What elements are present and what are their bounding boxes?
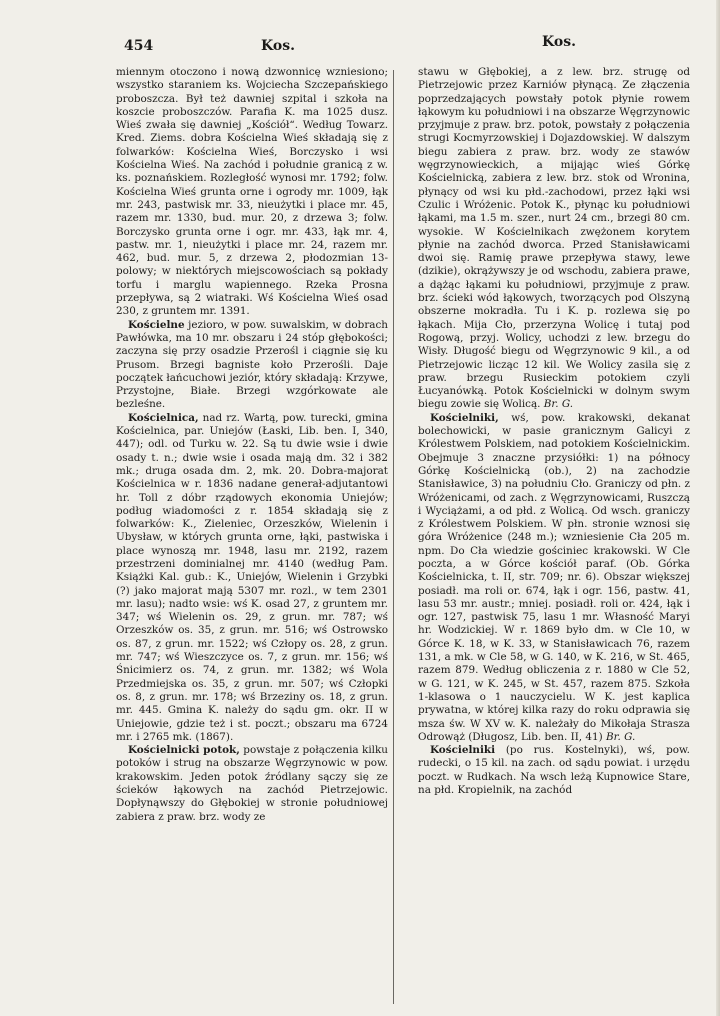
page-number: 454 <box>124 38 154 54</box>
entry-text: powstaje z połączenia kilku potoków i strug na obszarze Węgrzynowic w pow. krakowskim. Jeden potok źródlany sączy się ze ścieków łąkowych na zachód Pietrzejowic. Dopłynąwszy do Głębokiej w stronie południowej zabiera z praw. brz. wody ze <box>116 744 388 823</box>
entry-paragraph <box>116 412 388 744</box>
paragraph-continuation <box>116 66 388 319</box>
entry-text: (po rus. Kostelnyki), wś, pow. rudecki, o 15 kil. na zach. od sądu powiat. i urzędu poczt. w Rudkach. Na wsch leżą Kupnowice Stare, na płd. Kropielnik, na zachód <box>418 744 690 797</box>
text-columns <box>116 66 690 1006</box>
author-signature: Br. G. <box>606 730 636 743</box>
entry-paragraph <box>116 744 388 824</box>
entry-text: wś, pow. krakowski, dekanat bolechowicki, w pasie granicznym Galicyi z Królestwem Polskiem, nad potokiem Kościelnickim. Obejmuje 3 znaczne przysiółki: 1) na północy Górkę Kościelnicką (ob.), 2) na zachodzie Stanisławice, 3) na południu Cło. Graniczy od płn. z Wróżenicami, od zach. z Węgrzynowicami, Ruszczą i Wyciążami, a od płd. z Wolicą. Od wsch. graniczy z Królestwem Polskiem. W płn. stronie wznosi się góra Wróżenice (248 m.); wzniesienie Cła 205 m. npm. Do Cła wiedzie gościniec krakowski. W Cle poczta, a w Górce kościół paraf. (Ob. Górka Kościelnicka, t. II, str. 709; nr. 6). Obszar większej posiadł. ma roli or. 674, łąk i ogr. 156, pastw. 41, lasu 53 mr. austr.; mniej. posiadł. roli or. 424, łąk i ogr. 127, pastwisk 75, lasu 1 mr. Własność Maryi hr. Wodzickiej. W r. 1869 było dm. w Cle 10, w Górce K. 18, w K. 33, w Stanisławicach 76, razem 131, a mk. w Cle 58, w G. 140, w K. 216, w St. 465, razem 879. Według obliczenia z r. 1880 w Cle 52, w G. 121, w K. 245, w St. 457, razem 875. Szkoła 1-klasowa o 1 nauczycielu. W K. jest kaplica prywatna, w której kilka razy do roku odprawia się msza św. W XV w. K. należały do Mikołaja Strasza Odrowąż (Długosz, Lib. ben. II, 41) <box>418 411 690 743</box>
running-head-left: Kos. <box>261 38 295 54</box>
page-header <box>124 30 684 56</box>
running-head-right: Kos. <box>542 34 576 50</box>
entry-headword: Kościelniki, <box>430 411 499 424</box>
entry-text: nad rz. Wartą, pow. turecki, gmina Kościelnica, par. Uniejów (Łaski, Lib. ben. I, 340, 447); odl. od Turku w. 22. Są tu dwie wsie i dwie osady t. n.; dwie wsie i osada mają dm. 32 i 382 mk.; druga osada dm. 2, mk. 20. Dobra-majorat Kościelnica w r. 1836 nadane generał-adjutantowi hr. Toll z dóbr rządowych ekonomia Uniejów; podług wiadomości z r. 1854 składają się z folwarków: K., Zieleniec, Orzeszków, Wielenin i Ubysław, w których grunta orne, łąki, pastwiska i place wynoszą mr. 1948, lasu mr. 2192, razem przestrzeni dominialnej mr. 4140 (według Pam. Książki Kal. gub.: K., Uniejów, Wielenin i Grzybki (?) jako majorat mają 5307 mr. rozl., w tem 2301 mr. lasu); nadto wsie: wś K. osad 27, z gruntem mr. 347; wś Wielenin os. 29, z grun. mr. 787; wś Orzeszków os. 35, z grun. mr. 516; wś Ostrowsko os. 87, z grun. mr. 1522; wś Człopy os. 28, z grun. mr. 747; wś Wieszczyce os. 7, z grun. mr. 156; wś Śnicimierz os. 74, z grun. mr. 1382; wś Wola Przedmiejska os. 35, z grun. mr. 507; wś Człopki os. 8, z grun. mr. 178; wś Brzeziny os. 18, z grun. mr. 445. Gmina K. należy do sądu gm. okr. II w Uniejowie, gdzie też i st. poczt.; obszaru ma 6724 mr. i 2765 mk. (1867). <box>116 411 388 743</box>
author-signature: Br. G. <box>543 398 574 411</box>
paragraph-text: stawu w Głębokiej, a z lew. brz. strugę od Pietrzejowic przez Karniów płynącą. Ze złączenia poprzedzających powstały potok płynie rowem łąkowym ku południowi i na obszarze Węgrzynowic przyjmuje z praw. brz. potok, powstały z połączenia strugi Kocmyrzowskiej i Dojazdowskiej. W dalszym biegu zabiera z praw. brz. wody ze stawów węgrzynowieckich, a mijając wieś Górkę Kościelnicką, zabiera z lew. brz. stok od Wronina, płynący od wsi ku płd.-zachodowi, przez łąki wsi Czulic i Wróżenic. Potok K., płynąc ku południowi łąkami, ma 1.5 m. szer., nurt 24 cm., brzegi 80 cm. wysokie. W Kościelnikach zwężonem korytem płynie na zachód dworca. Przed Stanisławicami dwoi się. Ramię prawe przepływa stawy, lewe (dzikie), okrążywszy je od wschodu, zabiera prawe, a dążąc łąkami ku południowi, przyjmuje z praw. brz. ścieki wód łąkowych, tworzących pod Olszyną obszerne mokradła. Tu i K. p. rozlewa się po łąkach. Mija Cło, przerzyna Wolicę i tutaj pod Rogową, przyj. Wolicy, uchodzi z lew. brzegu do Wisły. Długość biegu od Węgrzynowic 9 kil., a od Pietrzejowic licząc 12 kil. We Wolicy zasila się z praw. brzegu Rusieckim potokiem czyli Łucyanówką. Potok Kościelnicki w dolnym swym biegu zowie się Wolicą. <box>418 66 690 411</box>
page-edge-shadow <box>716 0 720 1016</box>
left-column <box>116 66 388 1006</box>
paragraph-continuation <box>418 66 690 412</box>
entry-headword: Kościelnica, <box>128 411 199 424</box>
entry-headword: Kościelnicki potok, <box>128 744 240 757</box>
entry-paragraph <box>116 319 388 412</box>
entry-paragraph <box>418 744 690 797</box>
right-column <box>418 66 690 1006</box>
entry-text: jezioro, w pow. suwalskim, w dobrach Pawłówka, ma 10 mr. obszaru i 24 stóp głębokości; zaczyna się przy osadzie Przerośl i ciągnie się ku Prusom. Brzegi bagniste koło Przerośli. Daje początek łańcuchowi jeziór, który składają: Krzywe, Przystojne, Białe. Brzegi wzgórkowate ale bezleśne. <box>116 318 388 411</box>
entry-headword: Kościelne <box>128 318 185 331</box>
entry-headword: Kościelniki <box>430 744 496 757</box>
paragraph-text: miennym otoczono i nową dzwonnicę wzniesiono; wszystko staraniem ks. Wojciecha Szczepańskiego proboszcza. Był też dawniej szpital i szkoła na koszcie proboszczów. Parafia K. ma 1025 dusz. Wieś zwała się dawniej „Kościół“. Według Towarz. Kred. Ziems. dobra Kościelna Wieś składają się z folwarków: Kościelna Wieś, Borczysko i wsi Kościelna Wieś. Na zachód i południe granicą z w. ks. poznańskiem. Rozległość wynosi mr. 1792; folw. Kościelna Wieś grunta orne i ogrody mr. 1009, łąk mr. 243, pastwisk mr. 33, nieużytki i place mr. 45, razem mr. 1330, bud. mur. 20, z drzewa 3; folw. Borczysko grunta orne i ogr. mr. 433, łąk mr. 4, pastw. mr. 1, nieużytki i place mr. 24, razem mr. 462, bud. mur. 5, z drzewa 2, płodozmian 13-polowy; w niektórych miejscowościach są pokłady torfu i marglu wapiennego. Rzeka Prosna przepływa, są 2 wiatraki. Wś Kościelna Wieś osad 230, z gruntem mr. 1391. <box>116 66 388 318</box>
entry-paragraph <box>418 412 690 744</box>
